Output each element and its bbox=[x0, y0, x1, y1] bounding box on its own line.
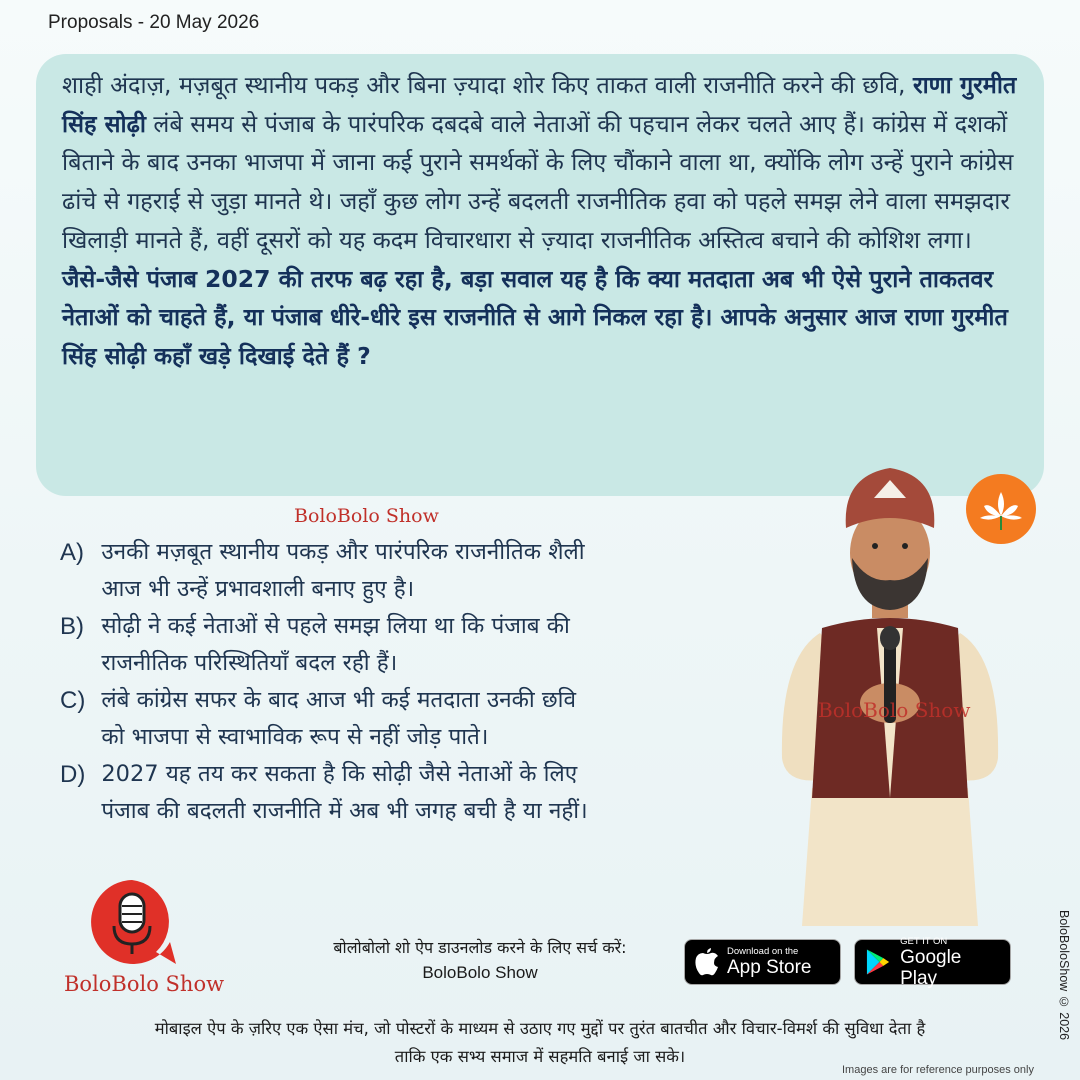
disclaimer: Images are for reference purposes only bbox=[842, 1064, 1034, 1076]
option-text: सोढ़ी ने कई नेताओं से पहले समझ लिया था कि पंजाब की राजनीतिक परिस्थितियाँ बदल रही हैं। bbox=[101, 613, 570, 676]
copyright: BoloBoloShow © 2026 bbox=[1057, 910, 1071, 1041]
download-instruction: बोलोबोलो शो ऐप डाउनलोड करने के लिए सर्च करें: bbox=[333, 938, 627, 957]
footer-line2: ताकि एक सभ्य समाज में सहमति बनाई जा सके। bbox=[394, 1047, 686, 1066]
app-store-button[interactable] bbox=[684, 939, 841, 985]
app-store-small-text: Download on the bbox=[727, 946, 799, 957]
brand-watermark: BoloBolo Show bbox=[294, 505, 439, 527]
brand-name: BoloBolo Show bbox=[64, 972, 225, 996]
footer-description bbox=[30, 1015, 1050, 1071]
lotus-icon bbox=[976, 484, 1026, 534]
politician-name: राणा गुरमीत सिंह सोढ़ी bbox=[62, 71, 1017, 138]
option-text: 2027 यह तय कर सकता है कि सोढ़ी जैसे नेताओं के लिए पंजाब की बदलती राजनीति में अब भी जगह बची है या नहीं। bbox=[101, 761, 588, 824]
download-search-term: BoloBolo Show bbox=[422, 963, 538, 982]
option-c[interactable] bbox=[60, 682, 780, 756]
option-d[interactable] bbox=[60, 756, 780, 830]
option-letter: D) bbox=[60, 761, 86, 788]
option-letter: C) bbox=[60, 687, 86, 714]
bjp-lotus-logo bbox=[966, 474, 1036, 544]
question-part2: लंबे समय से पंजाब के पारंपरिक दबदबे वाले नेताओं की पहचान लेकर चलते आए हैं। कांग्रेस में दशकों बिताने के बाद उनका भाजपा में जाना कई पुराने समर्थकों के लिए चौंकाने वाला था, क्योंकि लोग उन्हें पुराने कांग्रेस ढांचे से गहराई से जुड़ा मानते थे। जहाँ कुछ लोग उन्हें बदलती राजनीतिक हवा को पहले समझ लेने वाला समझदार खिलाड़ी मानते हैं, वहीं दूसरों को यह कदम विचारधारा से ज़्यादा राजनीतिक अस्तित्व बचाने की कोशिश लगा। bbox=[62, 109, 1014, 254]
option-a[interactable] bbox=[60, 534, 780, 608]
header-date: Proposals - 20 May 2026 bbox=[48, 12, 260, 33]
google-play-button[interactable] bbox=[854, 935, 1011, 989]
question-box bbox=[36, 54, 1044, 496]
option-letter: A) bbox=[60, 539, 84, 566]
options-list bbox=[60, 534, 780, 830]
google-play-big-text: Google Play bbox=[900, 946, 962, 989]
microphone-icon bbox=[84, 874, 180, 970]
option-b[interactable] bbox=[60, 608, 780, 682]
google-play-small-text: GET IT ON bbox=[900, 935, 948, 947]
option-text: लंबे कांग्रेस सफर के बाद आज भी कई मतदाता उनकी छवि को भाजपा से स्वाभाविक रूप से नहीं जोड़ पाते। bbox=[101, 687, 577, 750]
google-play-icon bbox=[865, 948, 890, 976]
question-part1: शाही अंदाज़, मज़बूत स्थानीय पकड़ और बिना ज़्यादा शोर किए ताकत वाली राजनीति करने की छवि, bbox=[62, 71, 913, 99]
question-text bbox=[62, 66, 1018, 376]
image-watermark: BoloBolo Show bbox=[818, 698, 971, 722]
footer-line1: मोबाइल ऐप के ज़रिए एक ऐसा मंच, जो पोस्टरों के माध्यम से उठाए गए मुद्दों पर तुरंत बातचीत और विचार-विमर्श की सुविधा देता है bbox=[154, 1019, 926, 1038]
option-letter: B) bbox=[60, 613, 84, 640]
app-store-big-text: App Store bbox=[727, 957, 812, 978]
apple-icon bbox=[695, 948, 719, 976]
question-main: जैसे-जैसे पंजाब 2027 की तरफ बढ़ रहा है, बड़ा सवाल यह है कि क्या मतदाता अब भी ऐसे पुराने ताकतवर नेताओं को चाहते हैं, या पंजाब धीरे-धीरे इस राजनीति से आगे निकल रहा है। आपके अनुसार आज राणा गुरमीत सिंह सोढ़ी कहाँ खड़े दिखाई देते हैं ? bbox=[62, 264, 1008, 370]
option-text: उनकी मज़बूत स्थानीय पकड़ और पारंपरिक राजनीतिक शैली आज भी उन्हें प्रभावशाली बनाए हुए है। bbox=[101, 539, 585, 602]
